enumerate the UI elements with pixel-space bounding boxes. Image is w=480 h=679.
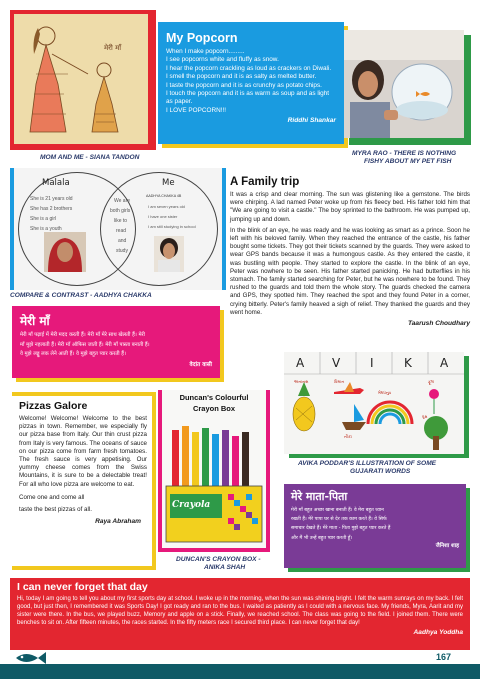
crayon-drawing xyxy=(162,390,266,548)
meri-maa-line: वे मुझे लड्डू लक लेने आती हैं। वे मुझे बहुत प्यार करती हैं। xyxy=(20,351,126,358)
myra-photo xyxy=(344,30,464,138)
aadhya-photo xyxy=(154,236,184,272)
crayon-caption-2: ANIKA SHAH xyxy=(204,564,246,571)
crayon-label-2: Crayon Box xyxy=(192,404,236,413)
meri-maa-line: माँ मुझे नहलाती हैं। मेरी माँ ऑफिस जाती हैं। मेरी माँ पास्ता बनाती हैं। xyxy=(20,341,150,348)
popcorn-line: I see popcorns white and fluffy as snow. xyxy=(166,56,279,64)
never-forget-title: I can never forget that day xyxy=(17,581,148,593)
pizzas-author: Raya Abraham xyxy=(95,518,141,526)
never-forget-author: Aadhya Yoddha xyxy=(413,629,463,636)
avika-letter: A xyxy=(296,356,305,370)
pizzas-paragraph: Welcome! Welcome! Welcome to the best pizzas in town. Remember, we especially fly our pizza base from Italy. Our thin crust pizza from Italy is very famous. The oceans of sauce on our pizza come from farm fresh tomatoes. The fresh sauce is very appetising. Our yummy cheese comes from the Swiss Mountains, it is sure to be a delectable treat! For all who love pizza are welcome to eat. xyxy=(19,415,147,488)
pizzas-box xyxy=(12,396,152,566)
venn-right-label: Me xyxy=(162,178,175,188)
avika-word-label: ફૂલ xyxy=(428,379,434,384)
venn-middle-line: and xyxy=(118,238,127,244)
venn-middle-line: study xyxy=(116,248,128,254)
never-forget-box xyxy=(10,578,470,650)
mata-pita-line: रखती हैं। मेरे पापा घर से देर तक काम करते हैं। वे सिर्फ xyxy=(291,517,387,523)
pizzas-title: Pizzas Galore xyxy=(19,400,88,412)
popcorn-line: I LOVE POPCORN!!! xyxy=(166,106,227,114)
crayon-box-text: Crayola xyxy=(172,500,211,510)
venn-left-line: She is a youth xyxy=(30,226,62,232)
footer-bar xyxy=(0,664,480,679)
venn-middle-line: both girls xyxy=(110,208,131,214)
avika-letter: V xyxy=(332,356,341,370)
avika-word-label: નૌકા xyxy=(344,434,352,439)
venn-left-line: She is 21 years old xyxy=(30,196,73,202)
venn-middle-line: read xyxy=(116,228,127,234)
mata-pita-line: और मैं भी उन्हें बहुत प्यार करती हूँ। xyxy=(291,535,353,541)
avika-caption-2: GUJARATI WORDS xyxy=(350,468,411,475)
myra-caption-2: FISHY ABOUT MY PET FISH xyxy=(364,158,452,165)
mata-pita-title: मेरे माता-पिता xyxy=(291,490,348,503)
compare-venn-drawing xyxy=(14,168,222,290)
meri-maa-author: वेदांत वासी xyxy=(189,361,212,368)
mom-and-me-drawing xyxy=(14,14,148,144)
pizzas-line: Come one and come all xyxy=(19,493,85,501)
mata-pita-author: जैनिशा शाह xyxy=(435,542,459,549)
popcorn-line: When I make popcorn......... xyxy=(166,48,245,55)
mata-pita-line: समाचार देखते हैं। मेरे माता - पिता मुझे बहुत प्यार करते हैं xyxy=(291,526,391,532)
crayon-caption-1: DUNCAN'S CRAYON BOX - xyxy=(176,556,261,563)
crayon-label-1: Duncan's Colourful xyxy=(179,393,249,402)
meri-maa-title: मेरी माँ xyxy=(20,314,50,328)
avika-letter: A xyxy=(440,356,449,370)
myra-caption-1: MYRA RAO - THERE IS NOTHING xyxy=(352,150,457,157)
family-trip-paragraph: It was a crisp and clear morning. The sun was glistening like a gemstone. The birds were chirping. A lad named Peter woke up from his fleecy bed. His father told him that "We are going to visit a castle." The boy sprinted to the bathroom. He was pumped up, jumping up and down. xyxy=(230,191,470,223)
popcorn-line: I smell the popcorn and it is as salty as melted butter. xyxy=(166,73,317,81)
avika-caption-1: AVIKA PODDAR'S ILLUSTRATION OF SOME xyxy=(298,460,437,467)
avika-word-label: અનાનસ xyxy=(294,379,309,384)
family-trip-author: Taarush Choudhary xyxy=(407,320,470,328)
mom-and-me-drawing-text: मेरी माँ xyxy=(104,44,122,52)
family-trip-section xyxy=(230,176,470,372)
page-number: 167 xyxy=(436,652,452,662)
venn-left-line: She is a girl xyxy=(30,216,57,222)
avika-letter: K xyxy=(404,356,412,370)
popcorn-line: I touch the popcorn and it is as warm as soup and as light as paper. xyxy=(166,90,330,106)
avika-letter: I xyxy=(370,356,374,370)
family-trip-paragraph: In the blink of an eye, he was ready and he was looking as smart as a prince. Soon he left with his beloved family. When they reached the entrance of the castle, his father bought some tickets. They got their tickets scanned by the guards. They were asked to wear GPS bands because it was a humongous castle. As they entered the castle, it was bustling with people. They started to explore the castle. In the blink of an eye, Peter was nowhere to be seen. His father started panicking. He had butterflies in his stomach. The family started searching for Peter, but he was nowhere to be found. They rushed to the guards and told them the whole story. The guards checked the camera and GPS, they spotted him. They reached the spot and they found Peter in a corner, crying bitterly. Peter's family heaved a sigh of relief. They thanked the guards and they went home. xyxy=(230,226,470,316)
popcorn-line: I taste the popcorn and it is as crunchy as potato chips. xyxy=(166,81,322,89)
pizzas-line: taste the best pizzas of all. xyxy=(19,506,92,514)
family-trip-title: A Family trip xyxy=(230,176,300,188)
venn-middle-line: We are xyxy=(114,198,131,204)
venn-right-line: I am seven years old xyxy=(148,204,185,209)
meri-maa-line: मेरी माँ पढ़ाई में मेरी मदद करती हैं। मेरी माँ मेरे साथ खेलती हैं। मेरी xyxy=(20,332,146,338)
avika-word-label: મેઘધનુષ xyxy=(378,390,392,395)
avika-word-label: વૃક્ષ xyxy=(422,414,428,419)
popcorn-box xyxy=(158,22,344,144)
meri-maa-box xyxy=(12,306,220,378)
popcorn-line: I hear the popcorn crackling as loud as crackers on Diwali. xyxy=(166,64,332,72)
never-forget-paragraph: Hi, today I am going to tell you about my first sports day at school. I woke up in the morning, when the sun was shining bright. I felt the warm sunrays on my back. I felt good, but just then, I remembered it was Sports Day! I got ready and ran to the bus. I waited as patiently as I could with a nervous face. My friends, Myra, Aarit and my sister were there. In the bus, we played buzz, Memory and apple on a stick. Finally, we reached school. The class was going to the field. I joined them. There were benches to sit on. After fifteen minutes, the races started. In the fifty meters race I secured third place. I can never forget that day! xyxy=(17,596,463,626)
venn-middle-line: like to xyxy=(114,218,128,224)
popcorn-title: My Popcorn xyxy=(166,31,238,45)
venn-right-line: I am still studying in school xyxy=(148,224,196,229)
mom-and-me-caption: MOM AND ME - SIANA TANDON xyxy=(40,154,140,161)
avika-word-label: વિમાન xyxy=(334,379,345,384)
venn-right-line: I have one sister xyxy=(148,214,178,219)
compare-caption: COMPARE & CONTRAST - AADHYA CHAKKA xyxy=(10,292,152,299)
venn-right-name: AADHYA CHAKKA 4B xyxy=(146,194,182,198)
popcorn-author: Riddhi Shankar xyxy=(287,117,336,125)
venn-left-label: Malala xyxy=(42,178,70,188)
malala-photo xyxy=(44,232,86,272)
avika-drawing xyxy=(284,352,464,454)
venn-left-line: She has 2 brothers xyxy=(30,206,73,212)
mata-pita-box xyxy=(284,484,466,568)
compare-frame-right xyxy=(222,168,226,290)
mata-pita-line: मेरी माँ बहुत अच्छा खाना बनाती हैं। वे मेरा बहुत ध्यान xyxy=(291,508,384,513)
